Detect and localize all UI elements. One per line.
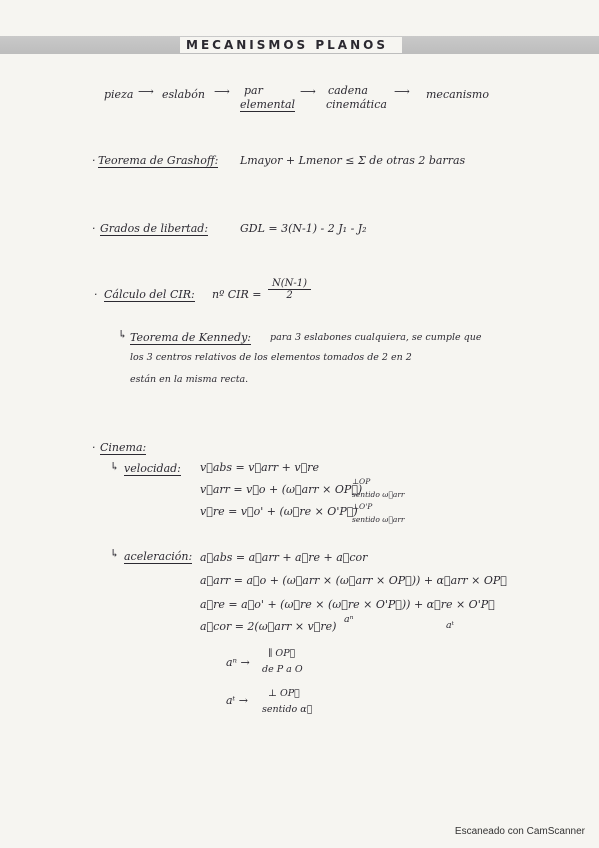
velocidad-eq2: v⃗arr = v⃗o + (ω⃗arr × OP⃗) xyxy=(200,483,363,496)
gdl-formula: GDL = 3(N-1) - 2 J₁ - J₂ xyxy=(240,222,367,235)
aceleracion-arrow: ↳ xyxy=(110,547,120,560)
an-bottom: de P a O xyxy=(262,664,303,675)
velocidad-eq3-note-bottom: sentido ω⃗arr xyxy=(352,515,405,524)
aceleracion-eq2: a⃗arr = a⃗o + (ω⃗arr × (ω⃗arr × OP⃗)) + α⃗arr × OP⃗ xyxy=(200,574,507,587)
kennedy-line2: los 3 centros relativos de los elementos tomados de 2 en 2 xyxy=(130,352,412,363)
kennedy-arrow: ↳ xyxy=(118,328,128,341)
aceleracion-label: aceleración: xyxy=(124,550,193,563)
velocidad-eq2-note-bottom: sentido ω⃗arr xyxy=(352,490,405,499)
chain-elemental: elemental xyxy=(240,98,296,111)
aceleracion-eq3: a⃗re = a⃗o' + (ω⃗re × (ω⃗re × O'P⃗)) + α⃗re × O'P⃗ xyxy=(200,598,495,611)
aceleracion-eq1: a⃗abs = a⃗arr + a⃗re + a⃗cor xyxy=(200,551,368,564)
cir-denominator: 2 xyxy=(286,290,293,301)
at-bottom: sentido α⃗ xyxy=(262,704,313,715)
chain-par: par xyxy=(244,84,263,97)
cir-label: Cálculo del CIR: xyxy=(104,288,195,301)
cir-fraction xyxy=(268,278,311,301)
bullet-1: · xyxy=(92,154,96,167)
an-top: ∥ OP⃗ xyxy=(268,648,296,659)
velocidad-eq2-note-top: ⊥OP xyxy=(352,477,371,486)
velocidad-label: velocidad: xyxy=(124,462,181,475)
page-title: MECANISMOS PLANOS xyxy=(180,37,402,53)
chain-eslabon: eslabón xyxy=(162,88,205,101)
at-lhs: aᵗ → xyxy=(226,694,248,707)
chain-arrow-2: ⟶ xyxy=(214,85,230,98)
velocidad-eq3-note-top: ⊥O'P xyxy=(352,502,373,511)
scanner-watermark: Escaneado con CamScanner xyxy=(454,826,585,837)
aceleracion-eq3-an: aⁿ xyxy=(344,614,354,625)
aceleracion-eq3-at: aᵗ xyxy=(446,620,455,631)
grashoff-formula: Lmayor + Lmenor ≤ Σ de otras 2 barras xyxy=(240,154,466,167)
chain-cinematica: cinemática xyxy=(326,98,387,111)
velocidad-arrow: ↳ xyxy=(110,460,120,473)
chain-arrow-3: ⟶ xyxy=(300,85,316,98)
aceleracion-eq4: a⃗cor = 2(ω⃗arr × v⃗re) xyxy=(200,620,337,633)
grashoff-label: Teorema de Grashoff: xyxy=(98,154,219,167)
kennedy-label: Teorema de Kennedy: xyxy=(130,331,251,344)
chain-arrow-4: ⟶ xyxy=(394,85,410,98)
an-lhs: aⁿ → xyxy=(226,656,250,669)
kennedy-line1: para 3 eslabones cualquiera, se cumple que xyxy=(270,332,482,343)
cinema-label: Cinema: xyxy=(100,441,147,454)
title-banner xyxy=(0,36,599,54)
kennedy-line3: están en la misma recta. xyxy=(130,374,249,385)
at-top: ⊥ OP⃗ xyxy=(268,688,300,699)
chain-arrow-1: ⟶ xyxy=(138,85,154,98)
bullet-3: · xyxy=(94,288,98,301)
bullet-2: · xyxy=(92,222,96,235)
bullet-4: · xyxy=(92,441,96,454)
velocidad-eq3: v⃗re = v⃗o' + (ω⃗re × O'P⃗) xyxy=(200,505,358,518)
chain-mecanismo: mecanismo xyxy=(426,88,489,101)
cir-numerator: N(N-1) xyxy=(268,278,311,290)
cir-lhs: nº CIR = xyxy=(212,288,262,301)
gdl-label: Grados de libertad: xyxy=(100,222,209,235)
chain-cadena: cadena xyxy=(328,84,368,97)
chain-pieza: pieza xyxy=(104,88,134,101)
velocidad-eq1: v⃗abs = v⃗arr + v⃗re xyxy=(200,461,319,474)
